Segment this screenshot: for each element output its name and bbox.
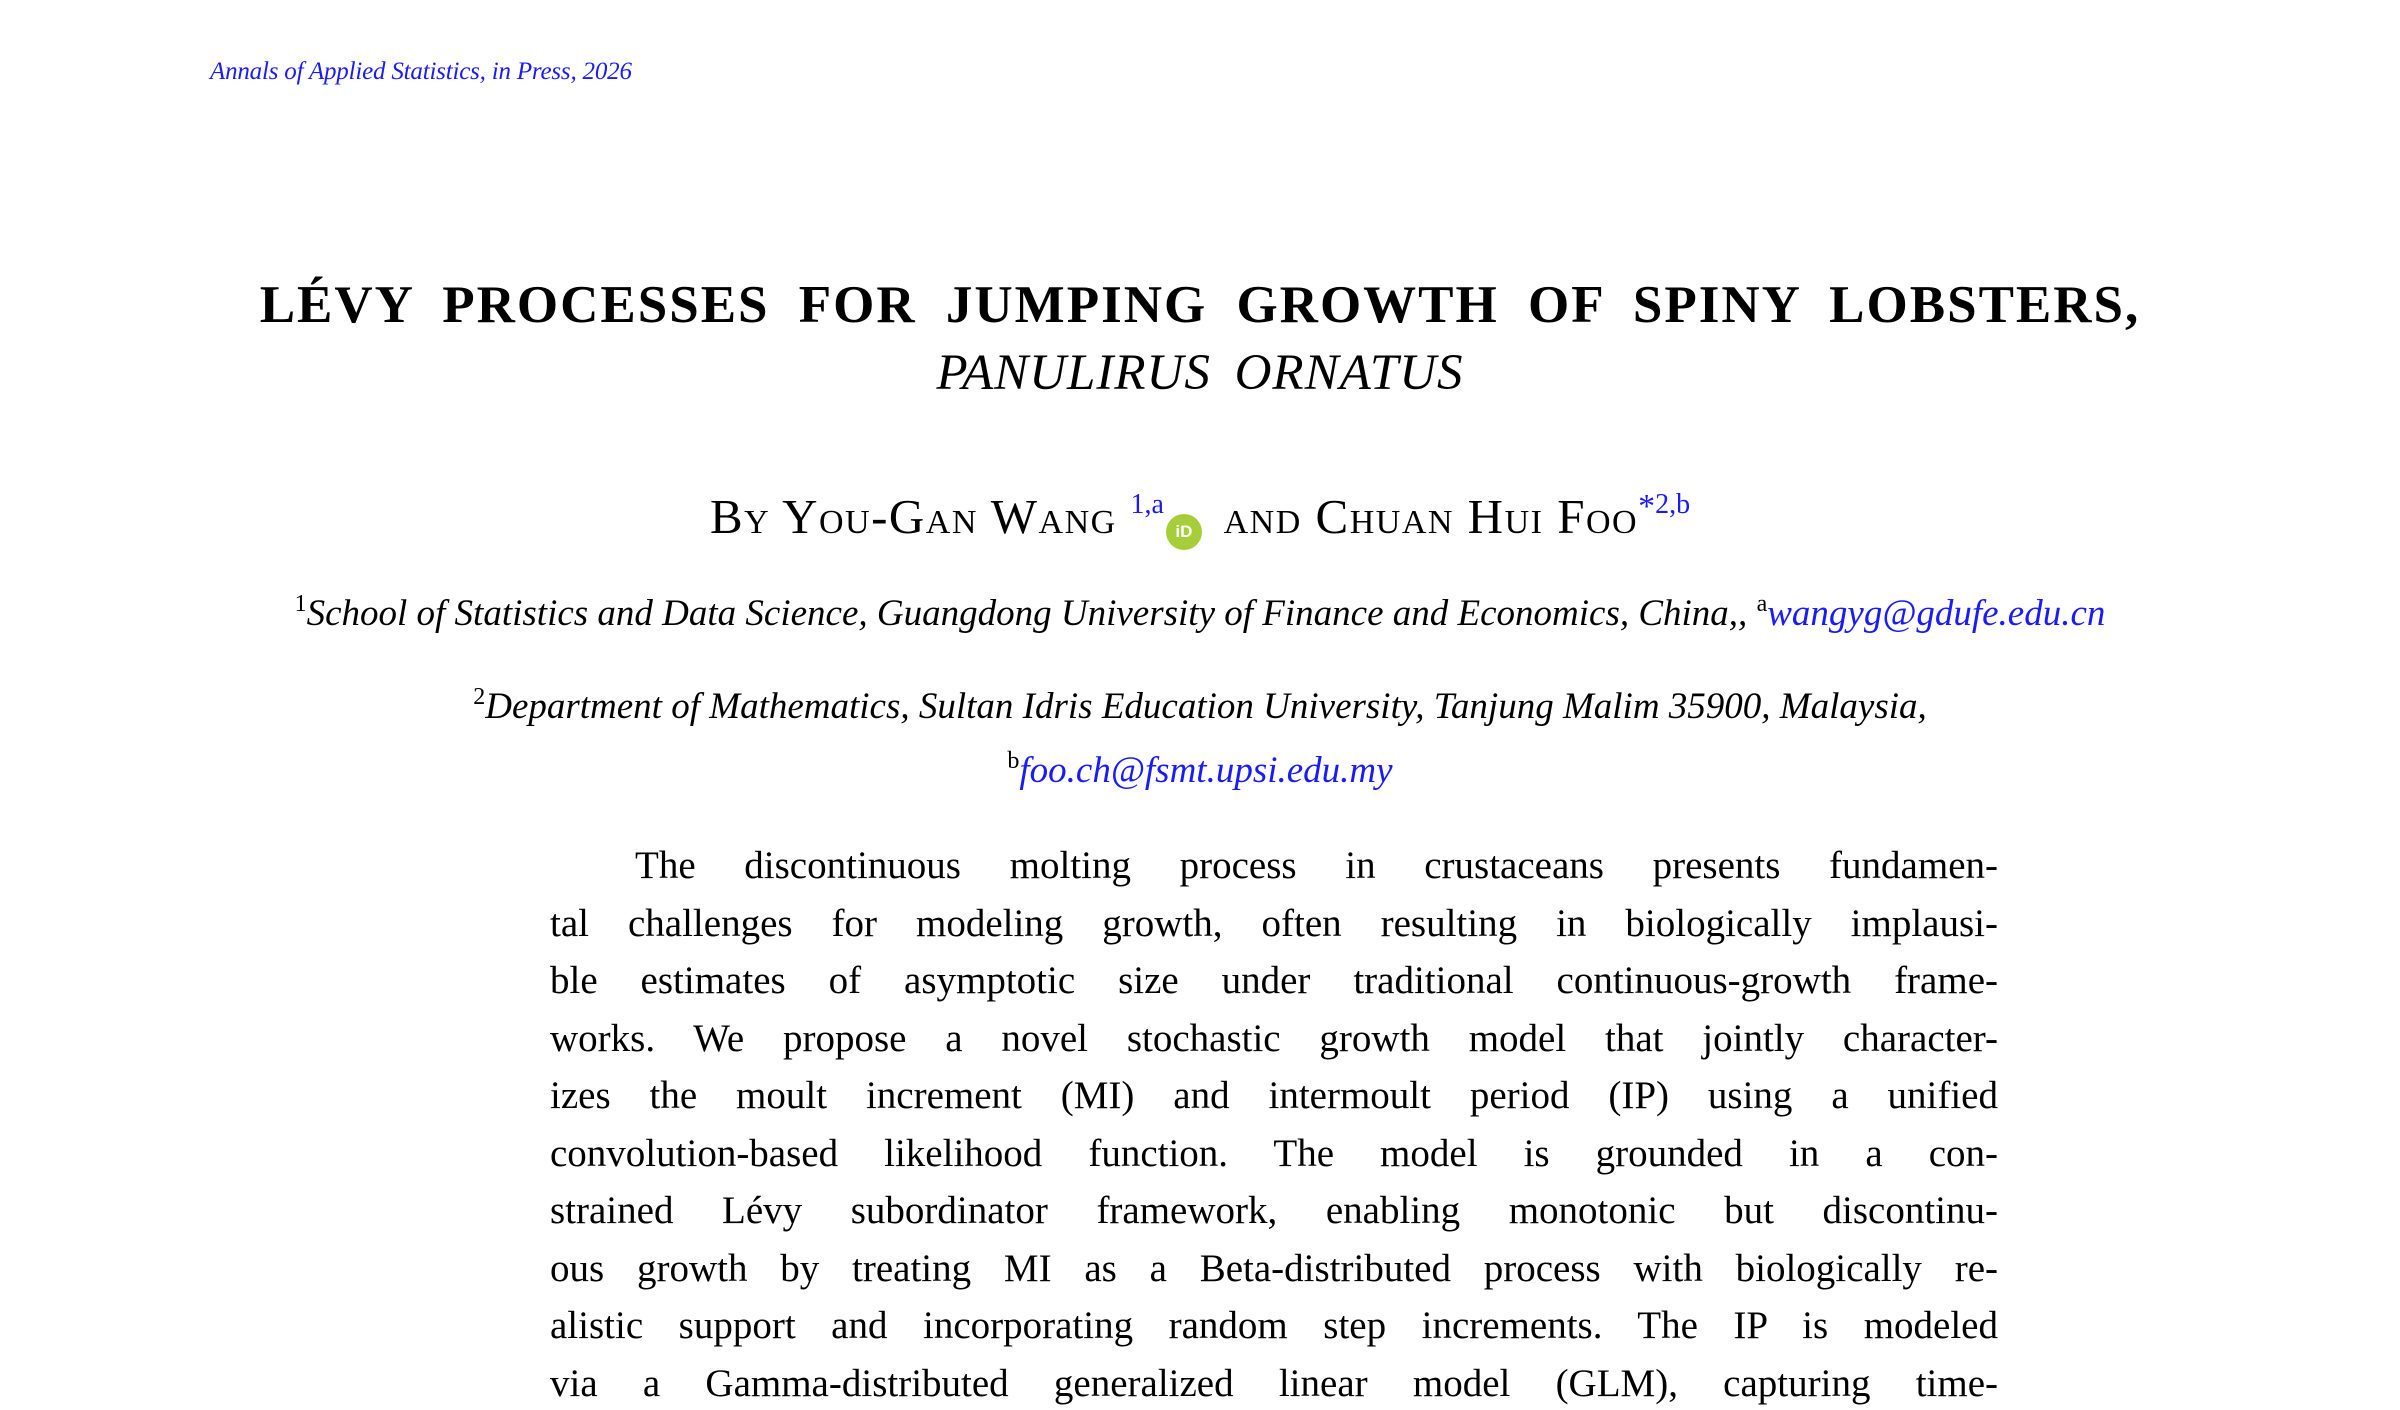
abstract-line: ble estimates of asymptotic size under traditional continuous-growth frame- — [550, 959, 1998, 1002]
author-2-affil-ref[interactable]: 2,b — [1655, 489, 1691, 520]
email-link-2[interactable]: foo.ch@fsmt.upsi.edu.my — [1019, 750, 1393, 791]
affiliation-1 — [0, 577, 2400, 641]
author-byline — [0, 475, 2400, 550]
author-1-affil-ref[interactable]: 1,a — [1130, 489, 1164, 520]
abstract-line: alistic support and incorporating random step increments. The IP is modeled — [550, 1304, 1998, 1347]
author-1-name: By You-Gan Wang — [709, 489, 1117, 544]
orcid-icon[interactable]: iD — [1166, 514, 1202, 550]
affiliation-2 — [0, 670, 2400, 798]
abstract-line: convolution-based likelihood function. The model is grounded in a con- — [550, 1131, 1998, 1175]
affiliation-1-number: 1 — [294, 591, 307, 617]
abstract-line: ous growth by treating MI as a Beta-distributed process with biologically re- — [550, 1246, 1998, 1290]
title-line-1: LÉVY PROCESSES FOR JUMPING GROWTH OF SPINY LOBSTERS, — [259, 276, 2141, 334]
corresponding-author-mark: * — [1638, 488, 1656, 525]
email-2-marker: b — [1007, 748, 1020, 774]
affiliation-2-number: 2 — [473, 684, 486, 710]
email-link-1[interactable]: wangyg@gdufe.edu.cn — [1767, 593, 2106, 634]
abstract-line: The discontinuous molting process in crustaceans presents fundamen- — [635, 844, 1998, 887]
abstract-line: via a Gamma-distributed generalized linear model (GLM), capturing time- — [550, 1361, 1998, 1405]
paper-title — [0, 270, 2400, 406]
journal-header[interactable]: Annals of Applied Statistics, in Press, 2026 — [210, 58, 632, 85]
title-line-2: PANULIRUS ORNATUS — [936, 345, 1464, 401]
affiliation-2-text: Department of Mathematics, Sultan Idris Education University, Tanjung Malim 35900, Malaysia, — [485, 686, 1927, 727]
abstract-line: tal challenges for modeling growth, often resulting in biologically implausi- — [550, 901, 1998, 945]
email-1-marker: a — [1756, 591, 1768, 617]
abstract — [550, 837, 1998, 1410]
affiliation-1-text: School of Statistics and Data Science, Guangdong University of Finance and Economics, China,, — [306, 593, 1757, 634]
abstract-line: izes the moult increment (MI) and intermoult period (IP) using a unified — [550, 1074, 1998, 1117]
author-2-name: and Chuan Hui Foo — [1223, 489, 1639, 544]
abstract-line: strained Lévy subordinator framework, enabling monotonic but discontinu- — [550, 1189, 1998, 1232]
abstract-line: works. We propose a novel stochastic growth model that jointly character- — [550, 1016, 1998, 1060]
